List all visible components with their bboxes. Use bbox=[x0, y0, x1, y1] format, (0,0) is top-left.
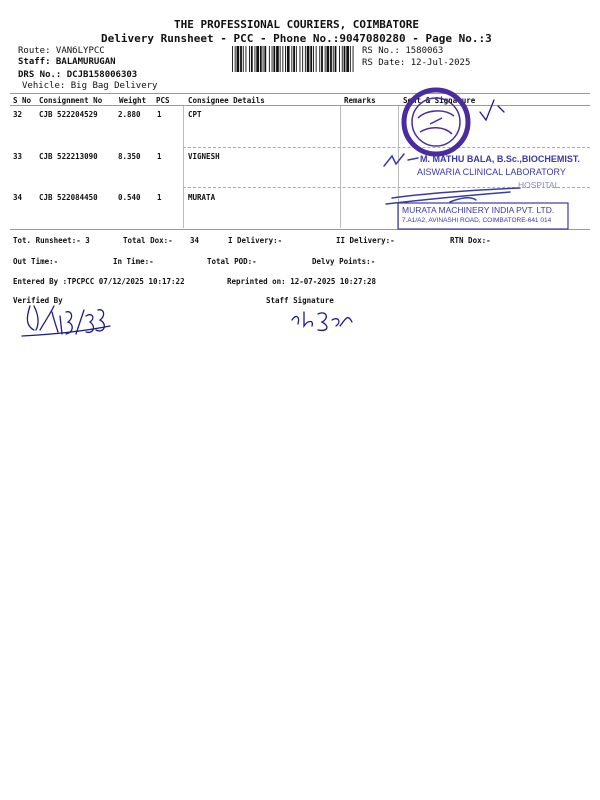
barcode-bar bbox=[310, 46, 312, 72]
table-bottom-rule bbox=[10, 229, 590, 230]
barcode-bar bbox=[342, 46, 343, 72]
row-sno: 32 bbox=[13, 110, 23, 119]
lab-stamp-line2: AISWARIA CLINICAL LABORATORY bbox=[417, 167, 566, 177]
barcode-bar bbox=[327, 46, 330, 72]
barcode-bar bbox=[339, 46, 340, 72]
barcode-bar bbox=[353, 46, 354, 72]
row-weight: 2.880 bbox=[118, 110, 141, 119]
col-sep bbox=[340, 106, 341, 228]
barcode-bar bbox=[264, 46, 266, 72]
barcode-bar bbox=[296, 46, 297, 72]
out-time: Out Time:- bbox=[13, 257, 59, 266]
entered-by: Entered By :TPCPCC 07/12/2025 10:17:22 bbox=[13, 277, 185, 286]
row-weight: 0.540 bbox=[118, 193, 141, 202]
runsheet-subtitle: Delivery Runsheet - PCC - Phone No.:9047080280 - Page No.:3 bbox=[101, 32, 492, 45]
barcode-bar bbox=[280, 46, 281, 72]
col-header-weight: Weight bbox=[119, 96, 147, 105]
barcode-bar bbox=[319, 46, 320, 72]
col-sep bbox=[398, 106, 399, 228]
col-header-consignee: Consignee Details bbox=[188, 96, 265, 105]
barcode-bar bbox=[237, 46, 240, 72]
i-delivery: I Delivery:- bbox=[228, 236, 283, 245]
barcode-bar bbox=[251, 46, 253, 72]
row-consignment: CJB 522084450 bbox=[39, 193, 98, 202]
in-time: In Time:- bbox=[113, 257, 154, 266]
row-sno: 34 bbox=[13, 193, 23, 202]
tot-runsheet: Tot. Runsheet:- 3 bbox=[13, 236, 90, 245]
table-top-rule bbox=[10, 93, 590, 94]
barcode-bar bbox=[316, 46, 317, 72]
row-weight: 8.350 bbox=[118, 152, 141, 161]
total-dox-value: 34 bbox=[190, 236, 200, 245]
barcode-bar bbox=[282, 46, 283, 72]
barcode-bar bbox=[273, 46, 275, 72]
barcode-bar bbox=[287, 46, 290, 72]
barcode-bar bbox=[325, 46, 326, 72]
row-consignee: VIGNESH bbox=[188, 152, 220, 161]
row-sno: 33 bbox=[13, 152, 23, 161]
barcode-bar bbox=[285, 46, 286, 72]
barcode-bar bbox=[335, 46, 337, 72]
col-header-consignment: Consignment No bbox=[39, 96, 103, 105]
barcode-bar bbox=[291, 46, 292, 72]
barcode-bar bbox=[293, 46, 295, 72]
barcode-bar bbox=[330, 46, 332, 72]
barcode-bar bbox=[276, 46, 279, 72]
barcode-bar bbox=[263, 46, 264, 72]
barcode-bar bbox=[243, 46, 244, 72]
barcode-bar bbox=[307, 46, 310, 72]
col-header-sno: S No bbox=[13, 96, 32, 105]
barcode-bar bbox=[302, 46, 303, 72]
total-pod: Total POD:- bbox=[207, 257, 257, 266]
row-consignee: MURATA bbox=[188, 193, 216, 202]
barcode-image bbox=[231, 46, 357, 72]
col-sep bbox=[183, 106, 184, 228]
staff-label: Staff: BALAMURUGAN bbox=[18, 57, 116, 67]
barcode-bar bbox=[269, 46, 270, 72]
ii-delivery: II Delivery:- bbox=[336, 236, 395, 245]
col-header-pcs: PCS bbox=[156, 96, 170, 105]
barcode-bar bbox=[246, 46, 247, 72]
barcode-bar bbox=[344, 46, 346, 72]
route-label: Route: VANбLYPCC bbox=[18, 46, 105, 56]
row-consignment: CJB 522204529 bbox=[39, 110, 98, 119]
barcode-bar bbox=[272, 46, 273, 72]
rtn-dox: RTN Dox:- bbox=[450, 236, 491, 245]
vehicle-label: Vehicle: Big Bag Delivery bbox=[22, 81, 158, 91]
barcode-bar bbox=[235, 46, 236, 72]
barcode-bar bbox=[232, 46, 233, 72]
lab-stamp-line1: M. MATHU BALA, B.Sc.,BIOCHEMIST. bbox=[420, 154, 580, 164]
barcode-bar bbox=[249, 46, 250, 72]
row-separator bbox=[183, 147, 590, 148]
barcode-bar bbox=[256, 46, 259, 72]
barcode-bar bbox=[305, 46, 306, 72]
murata-stamp-line2: 7.A1/A2, AVINASHI ROAD, COIMBATORE-641 014 bbox=[402, 217, 552, 224]
barcode-bar bbox=[300, 46, 301, 72]
staff-signature-label: Staff Signature bbox=[266, 296, 334, 305]
row-pcs: 1 bbox=[157, 193, 162, 202]
barcode-bar bbox=[350, 46, 351, 72]
barcode-bar bbox=[321, 46, 323, 72]
delvy-points: Delvy Points:- bbox=[312, 257, 376, 266]
rs-date: RS Date: 12-Jul-2025 bbox=[362, 58, 471, 68]
reprinted-on: Reprinted on: 12-07-2025 10:27:28 bbox=[227, 277, 377, 286]
table-header-rule bbox=[10, 105, 590, 106]
row-pcs: 1 bbox=[157, 152, 162, 161]
barcode-bar bbox=[313, 46, 314, 72]
barcode-bar bbox=[255, 46, 256, 72]
barcode-bar bbox=[333, 46, 334, 72]
murata-stamp-line1: MURATA MACHINERY INDIA PVT. LTD. bbox=[402, 205, 555, 215]
row-consignee: CPT bbox=[188, 110, 202, 119]
runsheet-title: THE PROFESSIONAL COURIERS, COIMBATORE bbox=[174, 18, 420, 31]
barcode-bar bbox=[240, 46, 242, 72]
col-header-signature: Sent & Signature bbox=[403, 96, 476, 105]
row-consignment: CJB 522213090 bbox=[39, 152, 98, 161]
rs-number: RS No.: 1580063 bbox=[362, 46, 444, 56]
col-header-remarks: Remarks bbox=[344, 96, 376, 105]
total-dox-label: Total Dox:- bbox=[123, 236, 173, 245]
lab-stamp-line3: HOSPITAL bbox=[518, 180, 560, 190]
verified-by-label: Verified By bbox=[13, 296, 63, 305]
barcode-bar bbox=[260, 46, 262, 72]
drs-number: DRS No.: DCJB158006303 bbox=[18, 70, 138, 80]
barcode-bar bbox=[346, 46, 349, 72]
row-pcs: 1 bbox=[157, 110, 162, 119]
